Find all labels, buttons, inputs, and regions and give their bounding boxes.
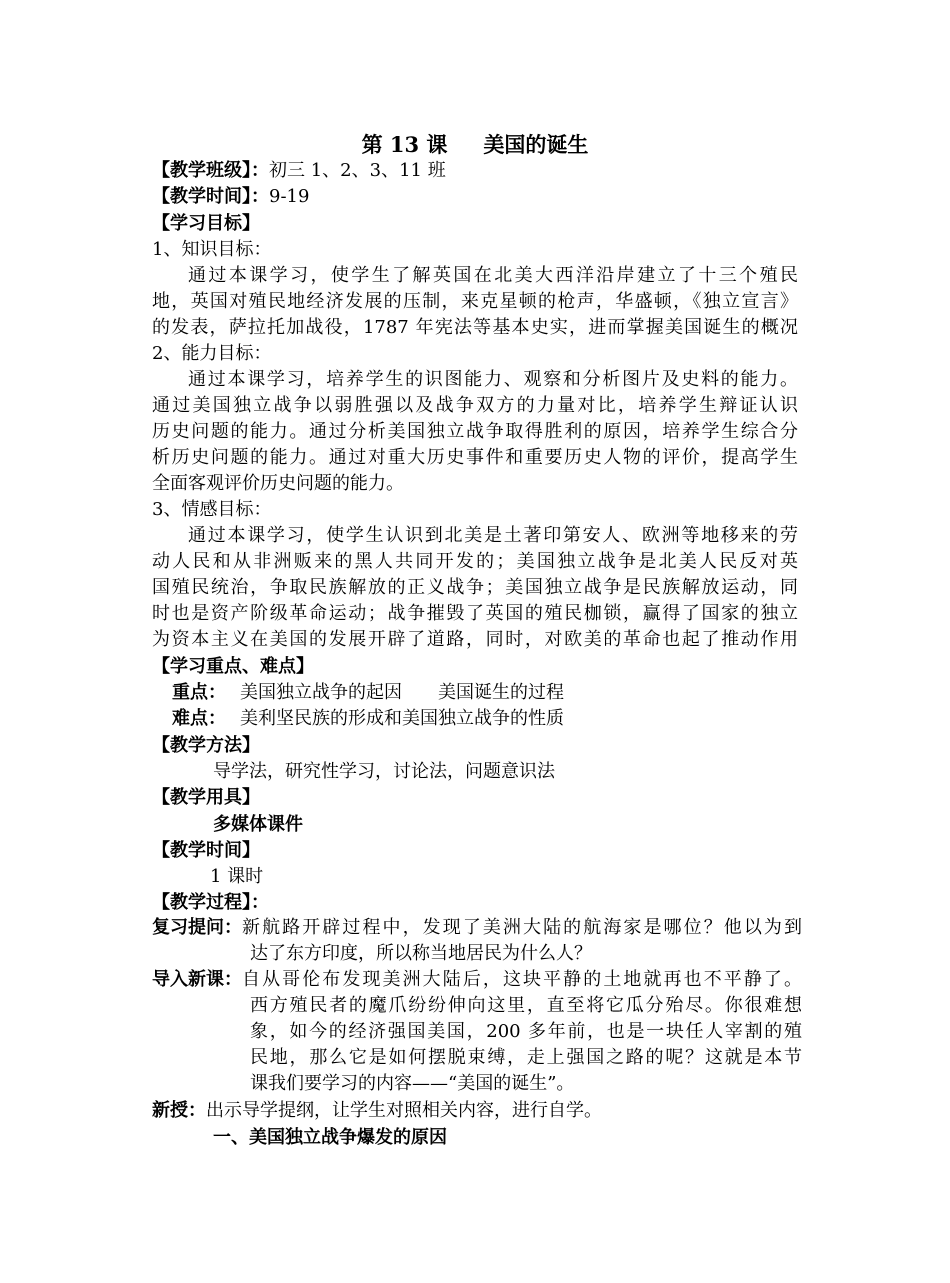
ability-label: 2、能力目标： — [152, 343, 272, 364]
ability-line: 通过本课学习，培养学生的识图能力、观察和分析图片及史料的能力。 — [188, 369, 798, 390]
ability-line: 析历史问题的能力。通过对重大历史事件和重要历史人物的评价，提高学生 — [152, 447, 798, 468]
new-value: 出示导学提纲，让学生对照相关内容，进行自学。 — [206, 1100, 602, 1121]
emotion-line: 通过本课学习，使学生认识到北美是土著印第安人、欧洲等地移来的劳 — [188, 525, 798, 546]
ability-line: 全面客观评价历史问题的能力。 — [152, 473, 404, 494]
emotion-label: 3、情感目标： — [152, 499, 272, 520]
emotion-line: 时也是资产阶级革命运动；战争摧毁了英国的殖民枷锁，赢得了国家的独立 — [152, 603, 798, 624]
emotion-line: 动人民和从非洲贩来的黑人共同开发的；美国独立战争是北美人民反对英 — [152, 551, 798, 572]
intro-line: 自从哥伦布发现美洲大陆后，这块平静的土地就再也不平静了。 — [242, 969, 802, 990]
intro-label: 导入新课： — [152, 969, 242, 990]
tools-value: 多媒体课件 — [213, 814, 303, 835]
duration-value: 1 课时 — [210, 866, 264, 887]
key-points-heading: 【学习重点、难点】 — [152, 656, 314, 677]
review-block — [152, 915, 802, 967]
duration-heading: 【教学时间】 — [152, 840, 260, 861]
time-label: 【教学时间】： — [152, 186, 269, 207]
emotion-line: 国殖民统治，争取民族解放的正义战争；美国独立战争是民族解放运动，同 — [152, 577, 798, 598]
difficulty-row — [172, 707, 564, 731]
intro-line: 西方殖民者的魔爪纷纷伸向这里，直至将它瓜分殆尽。你很难想 — [250, 995, 802, 1016]
process-heading: 【教学过程】： — [152, 892, 269, 913]
page-title — [0, 131, 950, 159]
class-value: 初三 1、2、3、11 班 — [269, 160, 446, 181]
intro-block — [152, 967, 802, 1097]
new-block — [152, 1098, 802, 1124]
review-line: 新航路开辟过程中，发现了美洲大陆的航海家是哪位？他以为到 — [242, 917, 802, 938]
class-info — [152, 159, 446, 183]
time-info — [152, 185, 309, 209]
class-label: 【教学班级】： — [152, 160, 269, 181]
lesson-number: 第 13 课 — [361, 132, 448, 157]
intro-line: 象，如今的经济强国美国，200 多年前，也是一块任人宰割的殖 — [250, 1021, 802, 1042]
focus-row — [172, 681, 564, 705]
knowledge-line: 的发表，萨拉托加战役，1787 年宪法等基本史实，进而掌握美国诞生的概况 — [152, 317, 798, 338]
knowledge-line: 通过本课学习，使学生了解英国在北美大西洋沿岸建立了十三个殖民 — [188, 265, 798, 286]
knowledge-label: 1、知识目标： — [152, 239, 272, 260]
ability-line: 历史问题的能力。通过分析美国独立战争取得胜利的原因，培养学生综合分 — [152, 421, 798, 442]
review-label: 复习提问： — [152, 917, 242, 938]
tools-heading: 【教学用具】 — [152, 787, 260, 808]
method-value: 导学法，研究性学习，讨论法，问题意识法 — [213, 761, 555, 782]
emotion-line: 为资本主义在美国的发展开辟了道路，同时，对欧美的革命也起了推动作用 — [152, 629, 798, 650]
goals-heading: 【学习目标】 — [152, 213, 260, 234]
focus-label: 重点： — [172, 682, 226, 703]
new-label: 新授： — [152, 1100, 206, 1121]
time-value: 9-19 — [269, 186, 310, 207]
ability-line: 通过美国独立战争以弱胜强以及战争双方的力量对比，培养学生辩证认识 — [152, 395, 798, 416]
intro-line: 民地，那么它是如何摆脱束缚，走上强国之路的呢？这就是本节 — [250, 1047, 802, 1068]
knowledge-line: 地，英国对殖民地经济发展的压制，来克星顿的枪声，华盛顿，《独立宣言》 — [152, 291, 798, 312]
focus-value: 美国独立战争的起因 美国诞生的过程 — [240, 682, 564, 703]
difficulty-value: 美利坚民族的形成和美国独立战争的性质 — [240, 708, 564, 729]
intro-line: 课我们要学习的内容——“美国的诞生”。 — [250, 1073, 575, 1094]
section-heading: 一、美国独立战争爆发的原因 — [213, 1127, 447, 1148]
method-heading: 【教学方法】 — [152, 735, 260, 756]
review-line: 达了东方印度，所以称当地居民为什么人？ — [250, 943, 592, 964]
difficulty-label: 难点： — [172, 708, 226, 729]
lesson-name: 美国的诞生 — [483, 132, 589, 157]
